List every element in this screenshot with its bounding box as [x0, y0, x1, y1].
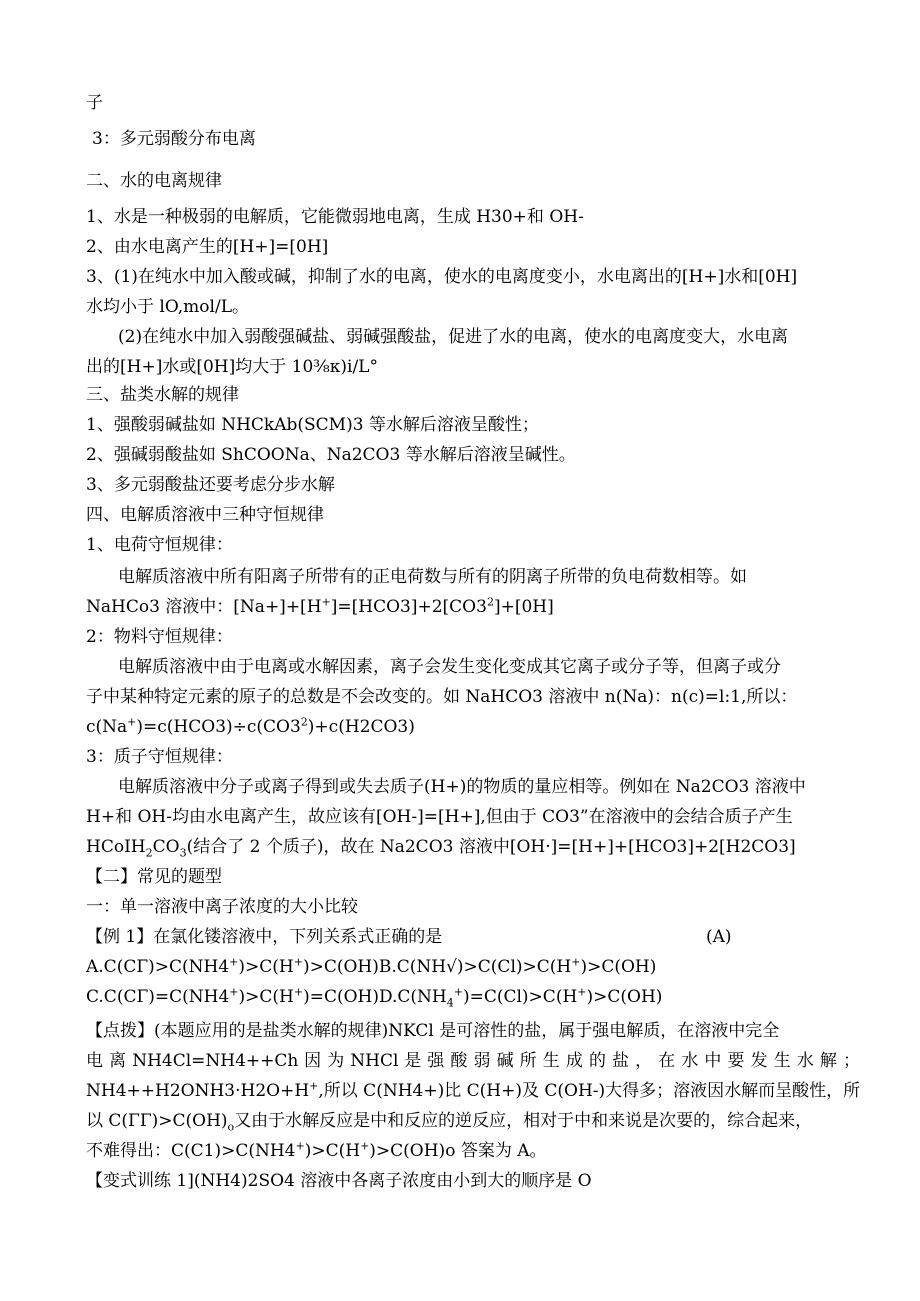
- text-run: CO: [152, 837, 180, 857]
- text-run: 以 C(ΓΓ)>C(OH): [86, 1111, 228, 1131]
- section-heading: 四、电解质溶液中三种守恒规律: [86, 505, 324, 525]
- superscript: +: [229, 955, 239, 969]
- text-line: 【变式训练 1](NH4)2SO4 溶液中各离子浓度由小到大的顺序是 O: [86, 1171, 592, 1191]
- text-line: 2、强碱弱酸盐如 ShCOONa、Na2CO3 等水解后溶液呈碱性。: [86, 445, 576, 465]
- text-line: 水均小于 lO,mol/L。: [86, 297, 249, 317]
- subscript: 3: [179, 846, 187, 860]
- text-line: 电 离 NH4Cl=NH4++Ch 因 为 NHCl 是 强 酸 弱 碱 所 生 成 的 盐 ， 在 水 中 要 发 生 水 解 ；: [86, 1051, 860, 1071]
- text-run: )>C(H: [238, 957, 294, 977]
- superscript: +: [453, 985, 463, 999]
- text-line: H+和 OH-均由水电离产生，故应该有[OH-]=[H+],但由于 CO3”在溶液中的会结合质子产生: [86, 807, 793, 827]
- text-line: 3：多元弱酸分布电离: [92, 129, 256, 149]
- text-run: )>C(OH): [580, 957, 657, 977]
- text-line: [86, 1140, 860, 1162]
- text-run: NaHCo3 溶液中：[Na+]+[H: [86, 597, 322, 617]
- text-run: )=c(HCO3)÷c(CO3: [136, 717, 301, 737]
- section-heading: 【二】常见的题型: [86, 867, 222, 887]
- superscript: +: [127, 715, 137, 729]
- text-run: HCoIH: [86, 837, 146, 857]
- subscript: 4: [446, 996, 454, 1010]
- superscript: 2: [486, 595, 494, 609]
- superscript: +: [295, 1139, 305, 1153]
- superscript: +: [309, 1079, 319, 1093]
- text-run: ]=[HCO3]+2[CO3: [330, 597, 487, 617]
- question-text: 【例 1】在氯化镂溶液中，下列关系式正确的是: [86, 927, 443, 947]
- text-line: 1、水是一种极弱的电解质，它能微弱地电离，生成 H30+和 OH-: [86, 207, 584, 227]
- text-line: 1、强酸弱碱盐如 NHCkAb(SCM)3 等水解后溶液呈酸性；: [86, 415, 539, 435]
- text-line: 2：物料守恒规律：: [86, 627, 233, 647]
- example-question: [86, 926, 860, 948]
- text-run: 不难得出：C(C1)>C(NH4: [86, 1141, 296, 1161]
- superscript: +: [293, 955, 303, 969]
- superscript: +: [360, 1139, 370, 1153]
- text-run: )>C(OH)B.C(NH√)>C(Cl)>C(H: [302, 957, 572, 977]
- text-run: ]+[0H]: [493, 597, 554, 617]
- text-line: 电解质溶液中由于电离或水解因素，离子会发生变化变成其它离子或分子等，但离子或分: [118, 657, 781, 677]
- text-run: (结合了 2 个质子)，故在 Na2CO3 溶液中[OH·]=[H+]+[HCO3]+2[H2CO3]: [186, 837, 796, 857]
- text-run: )=C(Cl)>C(H: [462, 987, 578, 1007]
- section-heading: 三、盐类水解的规律: [86, 385, 239, 405]
- text-line: 3、多元弱酸盐还要考虑分步水解: [86, 475, 335, 495]
- text-run: c(Na: [86, 717, 128, 737]
- text-line: 2、由水电离产生的[H+]=[0H]: [86, 237, 329, 257]
- subscript: 2: [145, 846, 153, 860]
- answer-label: (A): [706, 927, 732, 947]
- superscript: +: [571, 955, 581, 969]
- text-line: [86, 596, 860, 618]
- superscript: +: [293, 985, 304, 999]
- text-run: NH4++H2ONH3·H2O+H: [86, 1081, 310, 1101]
- superscript: +: [321, 595, 331, 609]
- text-line: [86, 836, 860, 858]
- text-run: )+c(H2CO3): [307, 717, 415, 737]
- option-line: [86, 956, 860, 978]
- text-run: C.C(CΓ)=C(NH4: [86, 987, 230, 1007]
- text-line: 电解质溶液中所有阳离子所带有的正电荷数与所有的阴离子所带的负电荷数相等。如: [118, 567, 747, 587]
- text-line: 出的[H+]水或[0H]均大于 10⅜κ)i∕L°: [86, 357, 378, 377]
- text-line: (2)在纯水中加入弱酸强碱盐、弱碱强酸盐，促进了水的电离，使水的电离度变大，水电离: [118, 327, 789, 347]
- text-run: A.C(CΓ)>C(NH4: [86, 957, 230, 977]
- text-line: 【点拨】(本题应用的是盐类水解的规律)NKCl 是可溶性的盐，属于强电解质，在溶液中完全: [86, 1021, 780, 1041]
- text-line: [86, 1110, 860, 1132]
- superscript: +: [229, 985, 239, 999]
- subscript: o: [227, 1120, 235, 1134]
- section-heading: 一：单一溶液中离子浓度的大小比较: [86, 897, 358, 917]
- text-line: 3：质子守恒规律：: [86, 747, 233, 767]
- section-heading: 二、水的电离规律: [86, 171, 222, 191]
- text-line: 1、电荷守恒规律：: [86, 535, 233, 555]
- text-line: [86, 1080, 860, 1102]
- text-line: [86, 716, 860, 738]
- superscript: 2: [300, 715, 308, 729]
- text-run: 又由于水解反应是中和反应的逆反应，相对于中和来说是次要的，综合起来，: [234, 1111, 813, 1131]
- text-run: )>C(OH)o 答案为 A。: [369, 1141, 547, 1161]
- superscript: +: [577, 985, 587, 999]
- text-run: )>C(OH): [586, 987, 663, 1007]
- text-run: )>C(H: [304, 1141, 361, 1161]
- text-run: )=C(OH)D.C(NH: [303, 987, 447, 1007]
- text-run: )>C(H: [238, 987, 294, 1007]
- text-run: ,所以 C(NH4+)比 C(H+)及 C(OH-)大得多；溶液因水解而呈酸性，所: [318, 1081, 861, 1101]
- text-line: 3、(1)在纯水中加入酸或碱，抑制了水的电离，使水的电离度变小，水电离出的[H+]水和[0H]: [86, 267, 798, 287]
- option-line: [86, 986, 860, 1008]
- text-line: 电解质溶液中分子或离子得到或失去质子(H+)的物质的量应相等。例如在 Na2CO3 溶液中: [118, 777, 806, 797]
- text-line: 子: [86, 93, 103, 113]
- text-line: 子中某种特定元素的原子的总数是不会改变的。如 NaHCO3 溶液中 n(Na)：n(c)=l:1,所以：: [86, 687, 798, 707]
